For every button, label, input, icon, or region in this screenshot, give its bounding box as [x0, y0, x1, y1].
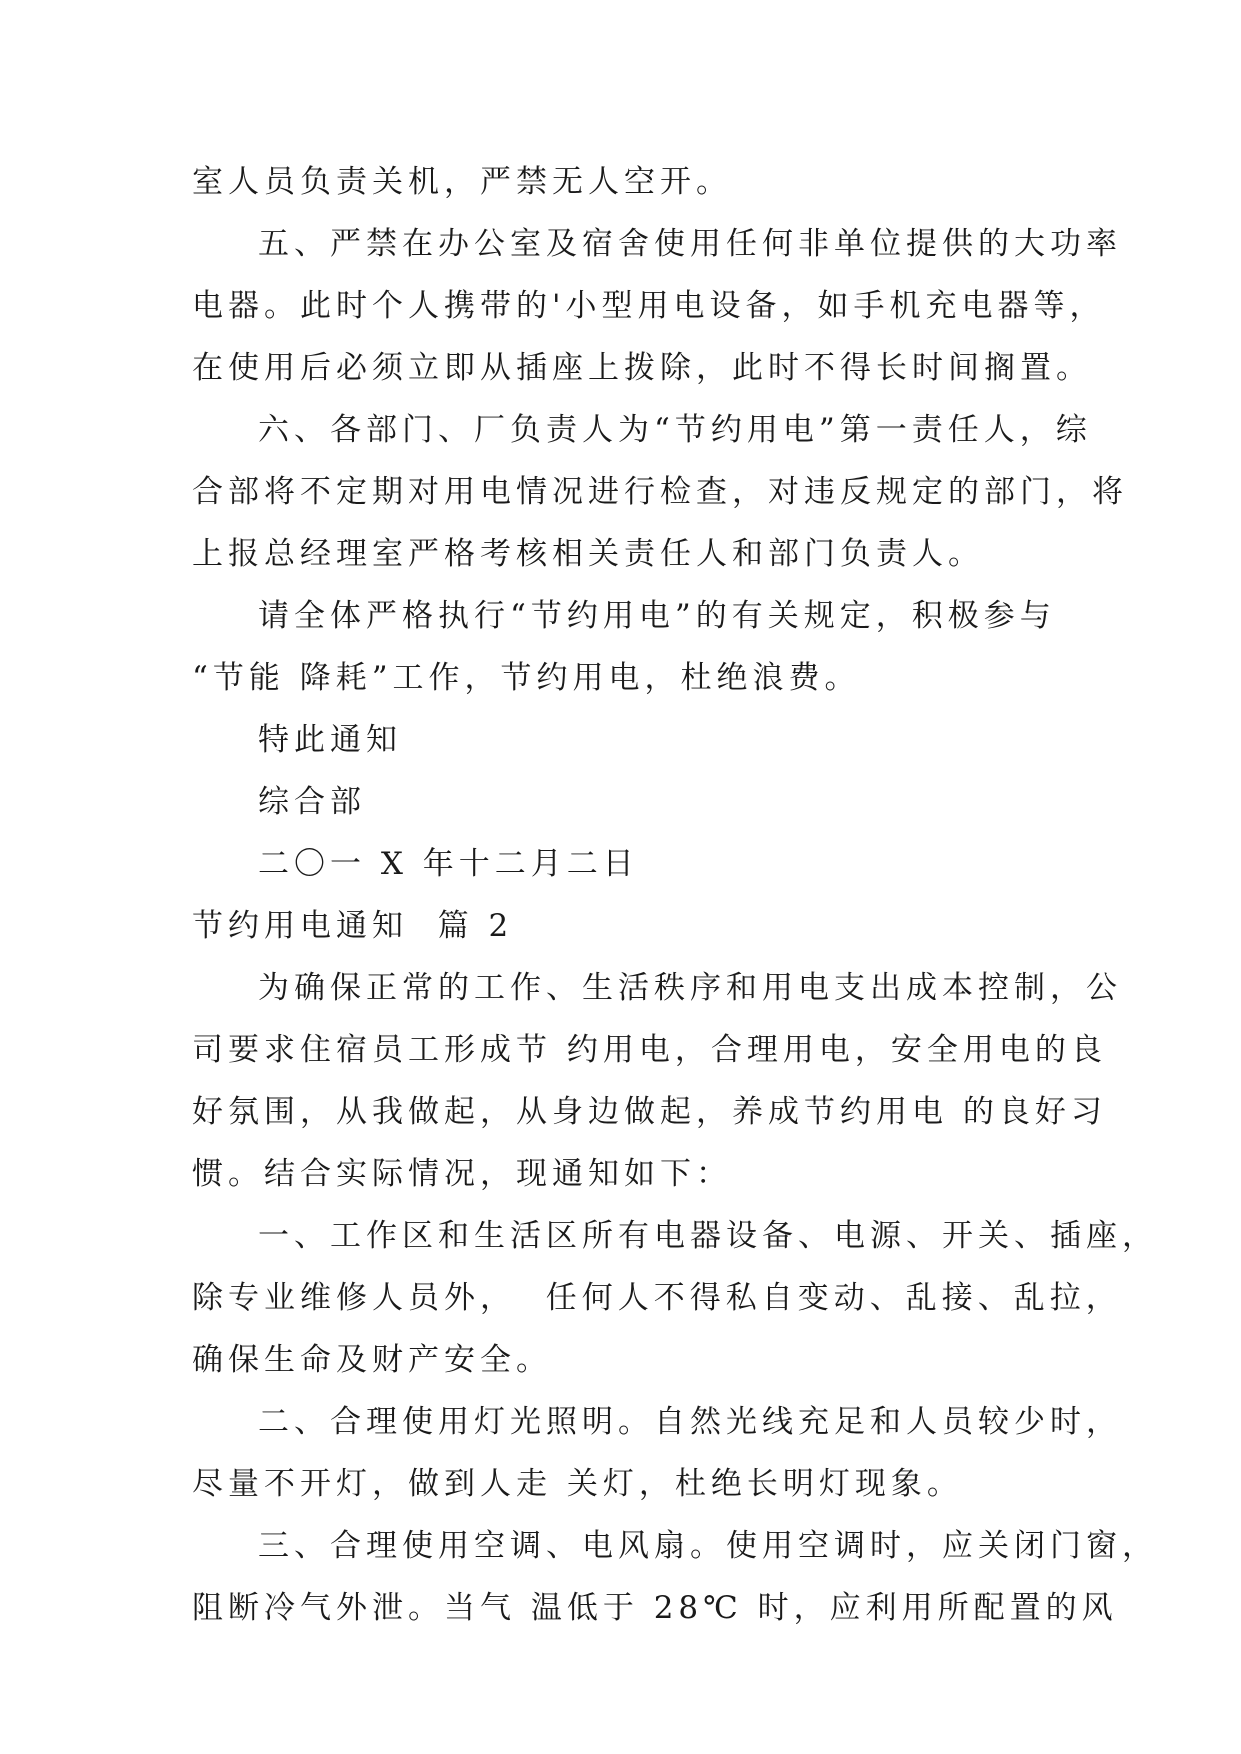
text-line: 特此通知 [258, 722, 402, 758]
text-line: 除专业维修人员外， 任何人不得私自变动、乱接、乱拉， [192, 1280, 1122, 1316]
text-line: 阻断冷气外泄。当气 温低于 28℃ 时，应利用所配置的风 [192, 1590, 1118, 1626]
text-line: 电器。此时个人携带的'小型用电设备，如手机充电器等， [192, 288, 1106, 324]
text-line: 为确保正常的工作、生活秩序和用电支出成本控制，公 [258, 970, 1122, 1006]
text-line: 二、合理使用灯光照明。自然光线充足和人员较少时， [258, 1404, 1122, 1440]
text-line: “节能 降耗”工作，节约用电，杜绝浪费。 [192, 660, 861, 696]
text-line: 确保生命及财产安全。 [192, 1342, 552, 1378]
text-line: 惯。结合实际情况，现通知如下： [192, 1156, 732, 1192]
text-line: 室人员负责关机，严禁无人空开。 [192, 164, 732, 200]
section-heading: 节约用电通知 篇 2 [192, 908, 514, 944]
text-line: 上报总经理室严格考核相关责任人和部门负责人。 [192, 536, 984, 572]
text-line: 二〇一 X 年十二月二日 [258, 846, 639, 882]
text-line: 五、严禁在办公室及宿舍使用任何非单位提供的大功率 [258, 226, 1122, 262]
text-line: 尽量不开灯，做到人走 关灯，杜绝长明灯现象。 [192, 1466, 963, 1502]
text-line: 综合部 [258, 784, 366, 820]
text-line: 一、工作区和生活区所有电器设备、电源、开关、插座， [258, 1218, 1158, 1254]
text-line: 好氛围，从我做起，从身边做起，养成节约用电 的良好习 [192, 1094, 1107, 1130]
text-line: 在使用后必须立即从插座上拨除，此时不得长时间搁置。 [192, 350, 1092, 386]
text-line: 司要求住宿员工形成节 约用电，合理用电，安全用电的良 [192, 1032, 1107, 1068]
text-line: 三、合理使用空调、电风扇。使用空调时，应关闭门窗， [258, 1528, 1158, 1564]
text-line: 六、各部门、厂负责人为“节约用电”第一责任人，综 [258, 412, 1092, 448]
text-line: 请全体严格执行“节约用电”的有关规定，积极参与 [258, 598, 1056, 634]
text-line: 合部将不定期对用电情况进行检查，对违反规定的部门，将 [192, 474, 1128, 510]
